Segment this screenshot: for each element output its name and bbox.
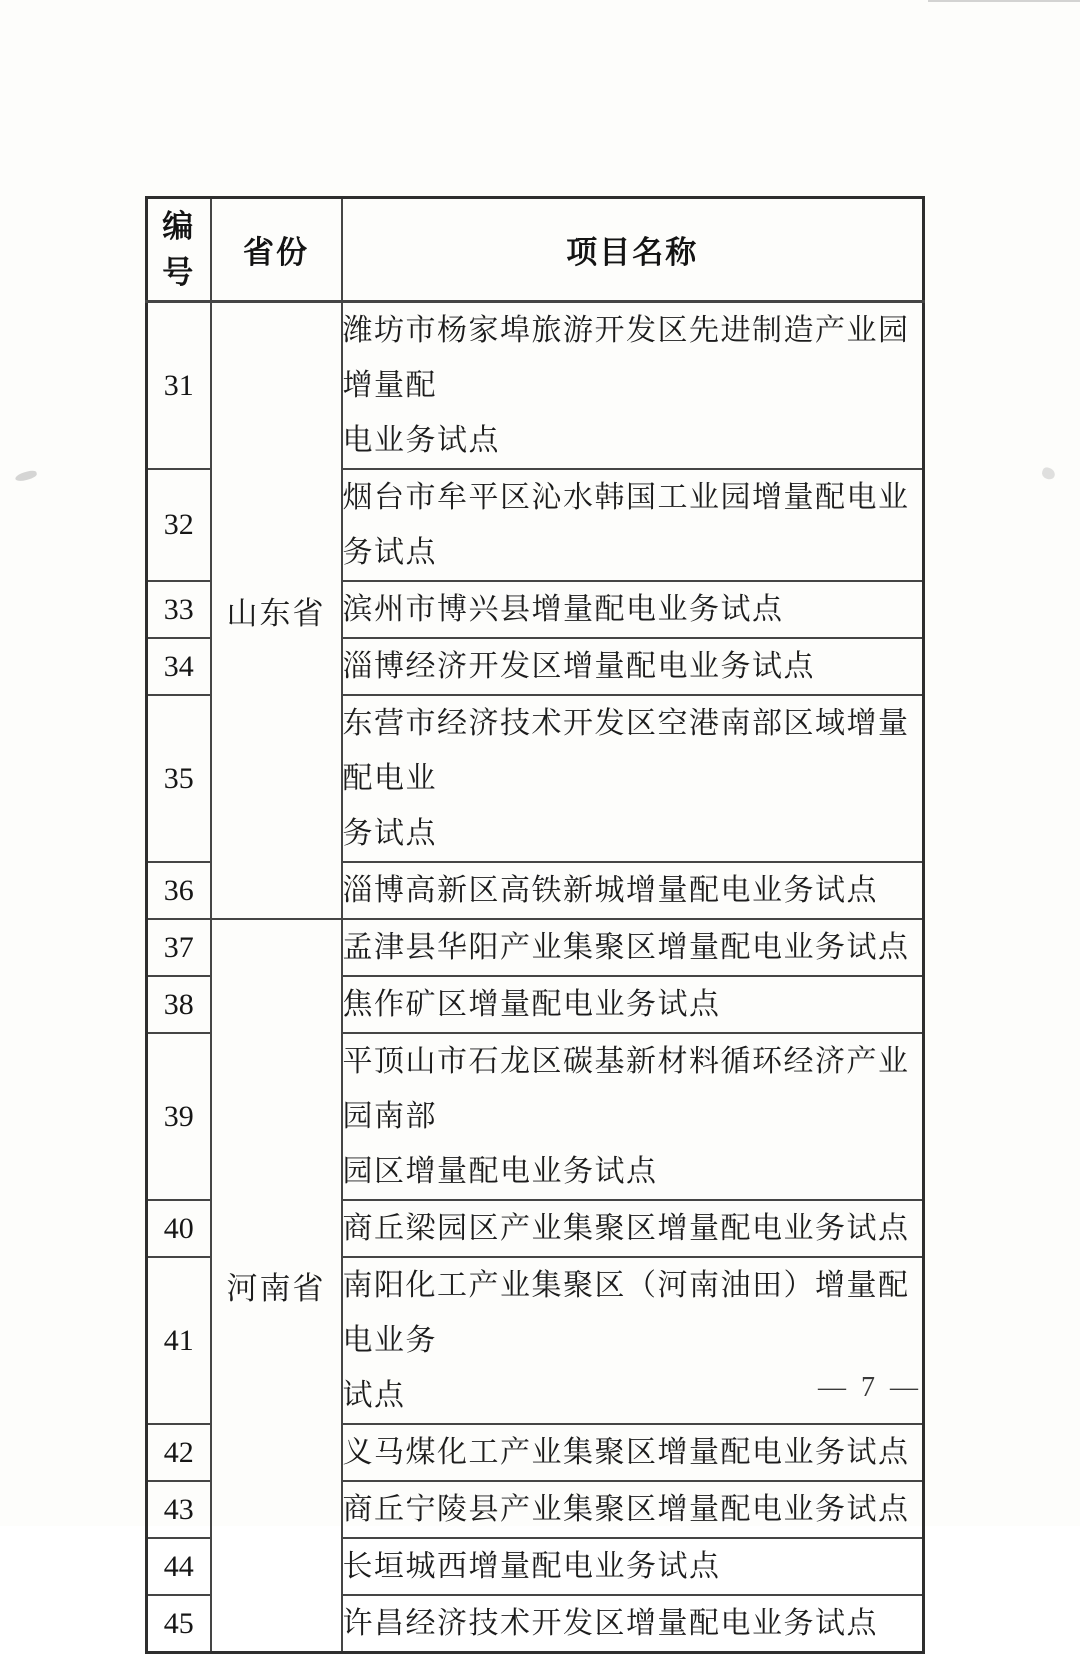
project-line: 焦作矿区增量配电业务试点	[342, 988, 721, 1021]
project-name-cell	[342, 862, 924, 919]
project-line: 滨州市博兴县增量配电业务试点	[342, 593, 784, 626]
scan-artifact	[14, 469, 37, 482]
row-number: 43	[147, 1481, 211, 1538]
table-header-row	[147, 198, 924, 302]
project-line: 许昌经济技术开发区增量配电业务试点	[342, 1607, 878, 1640]
header-number-char-bottom: 号	[162, 254, 196, 290]
project-name-cell	[342, 302, 924, 470]
project-line: 务试点	[342, 817, 437, 850]
project-name-cell	[342, 1200, 924, 1257]
project-line: 南阳化工产业集聚区（河南油田）增量配电业务	[342, 1269, 910, 1357]
project-line: 烟台市牟平区沁水韩国工业园增量配电业务试点	[342, 481, 910, 569]
row-number: 39	[147, 1033, 211, 1200]
row-number: 32	[147, 469, 211, 581]
project-name-cell	[342, 1033, 924, 1200]
row-number: 40	[147, 1200, 211, 1257]
project-name-cell	[342, 1424, 924, 1481]
project-line: 东营市经济技术开发区空港南部区域增量配电业	[342, 707, 910, 795]
project-name-cell	[342, 1538, 924, 1595]
header-cell-number	[147, 198, 211, 302]
page-number: — 7 —	[818, 1372, 922, 1403]
row-number: 45	[147, 1595, 211, 1653]
row-number: 36	[147, 862, 211, 919]
header-number-char-top: 编	[162, 208, 196, 244]
project-line: 试点	[342, 1379, 406, 1412]
project-name-cell	[342, 469, 924, 581]
table-row-37	[147, 919, 924, 976]
project-line: 长垣城西增量配电业务试点	[342, 1550, 721, 1583]
project-line: 电业务试点	[342, 424, 500, 457]
row-number: 41	[147, 1257, 211, 1424]
header-cell-project: 项目名称	[342, 198, 924, 302]
table-row-31	[147, 302, 924, 470]
row-number: 37	[147, 919, 211, 976]
project-name-cell	[342, 919, 924, 976]
project-name-cell	[342, 695, 924, 862]
row-number: 31	[147, 302, 211, 470]
project-line: 淄博经济开发区增量配电业务试点	[342, 650, 815, 683]
row-number: 42	[147, 1424, 211, 1481]
scan-artifact	[1041, 466, 1057, 481]
project-line: 淄博高新区高铁新城增量配电业务试点	[342, 874, 878, 907]
project-line: 义马煤化工产业集聚区增量配电业务试点	[342, 1436, 910, 1469]
scan-artifact	[928, 0, 1080, 2]
pilot-project-table	[145, 196, 925, 1654]
row-number: 34	[147, 638, 211, 695]
project-line: 孟津县华阳产业集聚区增量配电业务试点	[342, 931, 910, 964]
province-cell-henan: 河南省	[211, 919, 342, 1653]
row-number: 44	[147, 1538, 211, 1595]
row-number: 33	[147, 581, 211, 638]
project-name-cell	[342, 1481, 924, 1538]
project-line: 商丘宁陵县产业集聚区增量配电业务试点	[342, 1493, 910, 1526]
header-cell-province: 省份	[211, 198, 342, 302]
project-line: 平顶山市石龙区碳基新材料循环经济产业园南部	[342, 1045, 910, 1133]
project-name-cell	[342, 976, 924, 1033]
project-name-cell	[342, 638, 924, 695]
project-name-cell	[342, 1595, 924, 1653]
project-line: 潍坊市杨家埠旅游开发区先进制造产业园增量配	[342, 314, 910, 402]
province-cell-shandong: 山东省	[211, 302, 342, 920]
project-name-cell	[342, 581, 924, 638]
row-number: 38	[147, 976, 211, 1033]
project-line: 商丘梁园区产业集聚区增量配电业务试点	[342, 1212, 910, 1245]
row-number: 35	[147, 695, 211, 862]
project-line: 园区增量配电业务试点	[342, 1155, 658, 1188]
